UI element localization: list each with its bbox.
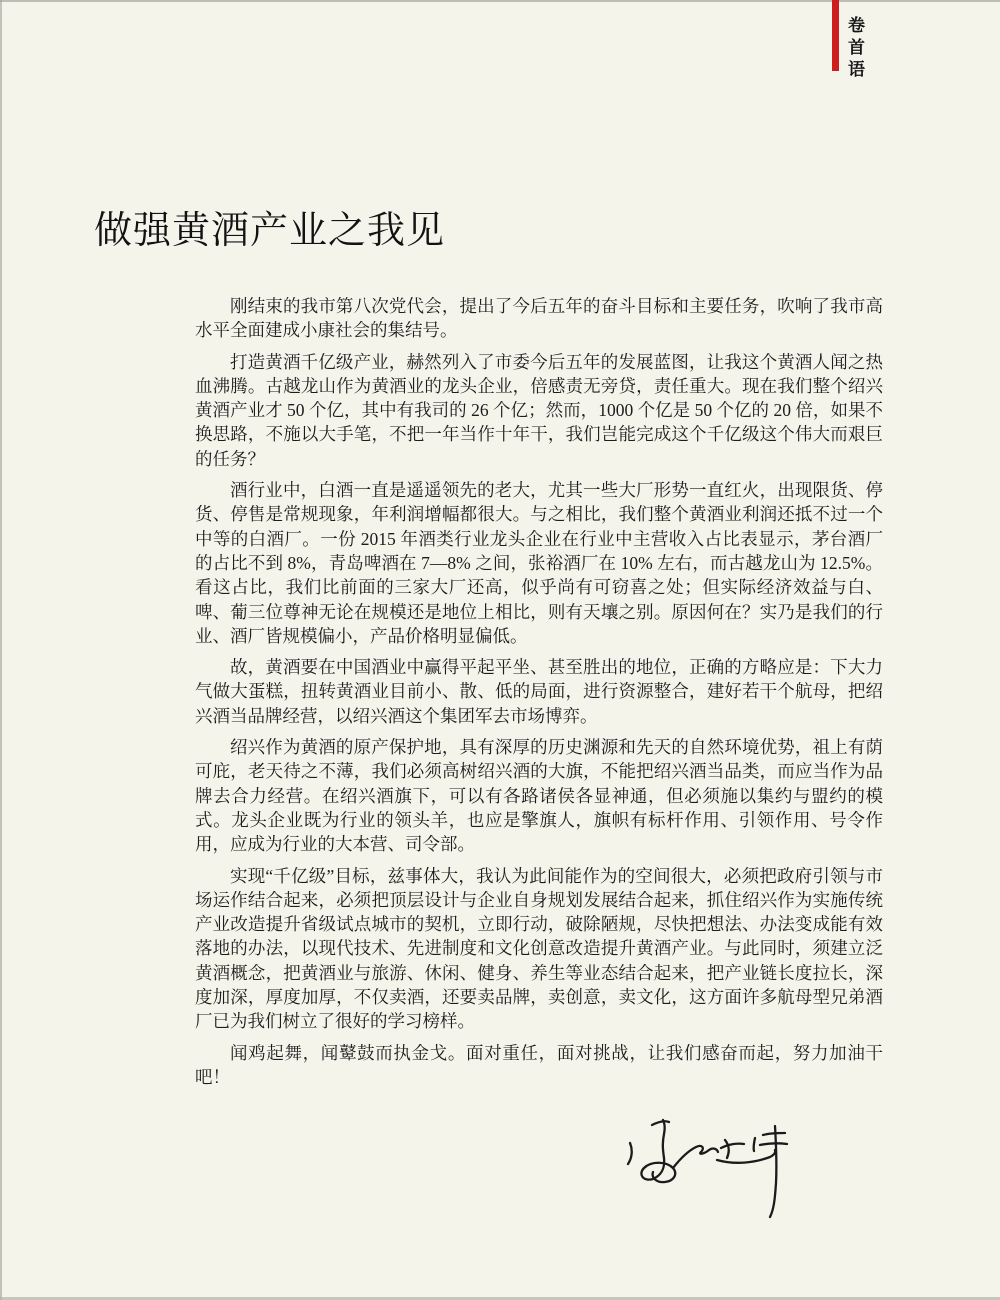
paragraph: 闻鸡起舞，闻鼙鼓而执金戈。面对重任，面对挑战，让我们感奋而起，努力加油干吧！ [195, 1042, 883, 1087]
paragraph: 实现“千亿级”目标，兹事体大，我认为此间能作为的空间很大，必须把政府引领与市场运作结合起来，必须把顶层设计与企业自身规划发展结合起来，抓住绍兴作为实施传统产业改造提升省级试点城市的契机，立即行动，破除陋规，尽快把想法、办法变成能有效落地的办法，以现代技术、先进制度和文化创意改造提升黄酒产业。与此同时，须建立泛黄酒概念，把黄酒业与旅游、休闲、健身、养生等业态结合起来，把产业链长度拉长，深度加深，厚度加厚，不仅卖酒，还要卖品牌，卖创意，卖文化，这方面许多航母型兄弟酒厂已为我们树立了很好的学习榜样。 [195, 865, 883, 1032]
red-accent-bar [832, 0, 839, 71]
paragraph: 刚结束的我市第八次党代会，提出了今后五年的奋斗目标和主要任务，吹响了我市高水平全面建成小康社会的集结号。 [195, 296, 883, 341]
paragraph: 打造黄酒千亿级产业，赫然列入了市委今后五年的发展蓝图，让我这个黄酒人闻之热血沸腾。古越龙山作为黄酒业的龙头企业，倍感责无旁贷，责任重大。现在我们整个绍兴黄酒产业才 50 个亿，其中有我司的 26 个亿；然而，1000 个亿是 50 个亿的 20 倍，如果不换思路，不施以大手笔，不把一年当作十年干，我们岂能完成这个千亿级这个伟大而艰巨的任务？ [195, 351, 883, 469]
paragraph: 绍兴作为黄酒的原产保护地，具有深厚的历史渊源和先天的自然环境优势，祖上有荫可庇，老天待之不薄，我们必须高树绍兴酒的大旗，不能把绍兴酒当品类，而应当作为品牌去合力经营。在绍兴酒旗下，可以有各路诸侯各显神通，但必须施以集约与盟约的模式。龙头企业既为行业的领头羊，也应是擎旗人，旗帜有标杆作用、引领作用、号令作用，应成为行业的大本营、司令部。 [195, 737, 883, 855]
article-body [195, 294, 883, 1096]
paragraph: 酒行业中，白酒一直是遥遥领先的老大，尤其一些大厂形势一直红火，出现限货、停货、停售是常规现象，年利润增幅都很大。与之相比，我们整个黄酒业利润还抵不过一个中等的白酒厂。一份 2015 年酒类行业龙头企业在行业中主营收入占比表显示，茅台酒厂的占比不到 8%，青岛啤酒在 7—8% 之间，张裕酒厂在 10% 左右，而古越龙山为 12.5%。看这占比，我们比前面的三家大厂还高，似乎尚有可窃喜之处；但实际经济效益与白、啤、葡三位尊神无论在规模还是地位上相比，则有天壤之别。原因何在？实乃是我们的行业、酒厂皆规模偏小，产品价格明显偏低。 [195, 480, 883, 646]
page-edge-left [0, 0, 2, 1300]
signature [618, 1113, 798, 1225]
paragraph: 故，黄酒要在中国酒业中赢得平起平坐、甚至胜出的地位，正确的方略应是：下大力气做大蛋糕，扭转黄酒业目前小、散、低的局面，进行资源整合，建好若干个航母，把绍兴酒当品牌经营，以绍兴酒这个集团军去市场博弈。 [195, 657, 883, 726]
corner-tab-label: 卷首语 [845, 16, 864, 82]
corner-tab [832, 0, 863, 82]
page-title: 做强黄酒产业之我见 [94, 210, 446, 253]
signature-svg [618, 1113, 798, 1225]
